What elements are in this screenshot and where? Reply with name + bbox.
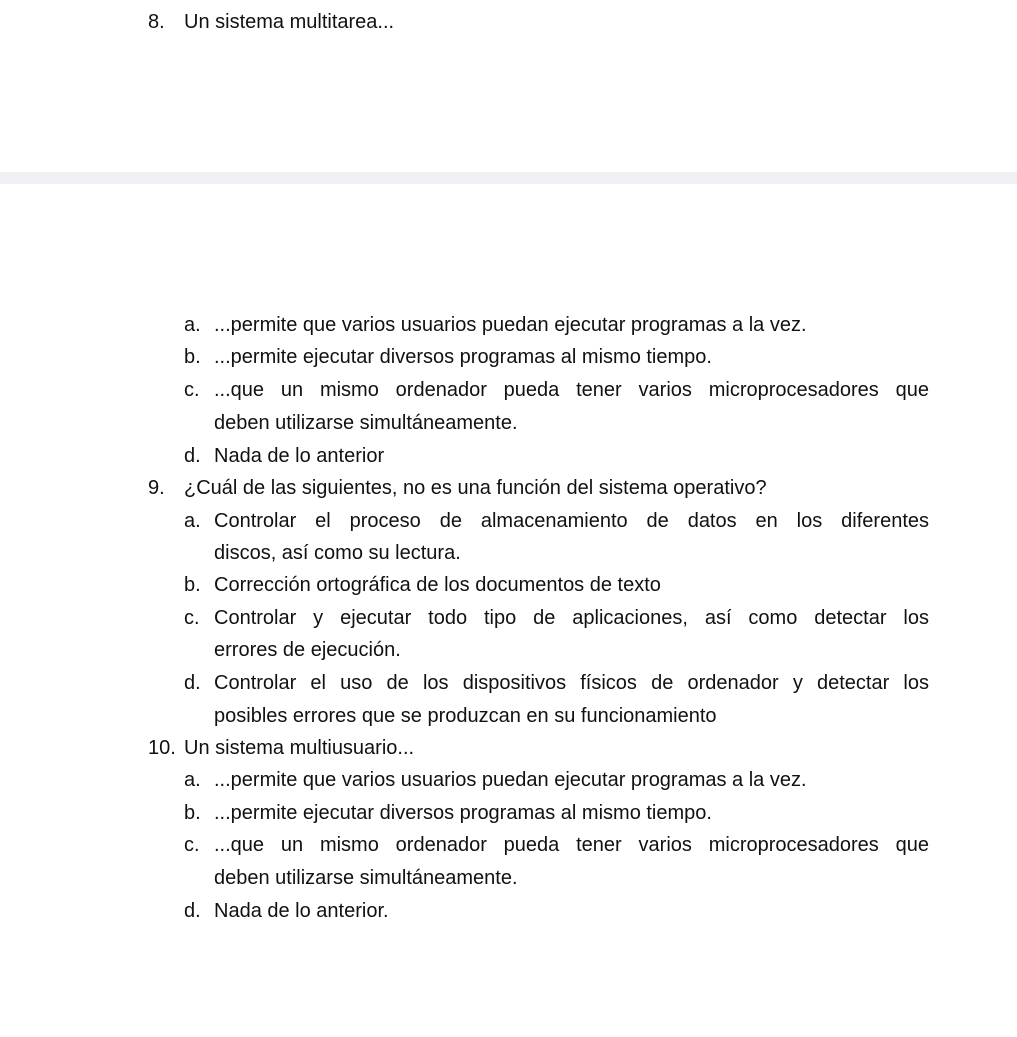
option-text: Controlar y ejecutar todo tipo de aplicaciones, así como detectar los	[214, 607, 929, 629]
option-text-continued: deben utilizarse simultáneamente.	[214, 867, 518, 889]
option-letter: d.	[184, 900, 201, 922]
option-letter: a.	[184, 510, 201, 532]
option-text: Controlar el uso de los dispositivos físicos de ordenador y detectar los	[214, 672, 929, 694]
question-number: 8.	[148, 11, 165, 33]
option-letter: b.	[184, 802, 201, 824]
option-text: Nada de lo anterior	[214, 445, 385, 467]
option-text-continued: discos, así como su lectura.	[214, 542, 461, 564]
option-text: Controlar el proceso de almacenamiento de datos en los diferentes	[214, 510, 929, 532]
option-text: ...permite que varios usuarios puedan ejecutar programas a la vez.	[214, 769, 807, 791]
page-break-divider	[0, 172, 1017, 184]
option-text-continued: deben utilizarse simultáneamente.	[214, 412, 518, 434]
option-letter: c.	[184, 834, 200, 856]
option-text-continued: errores de ejecución.	[214, 639, 401, 661]
option-text: ...que un mismo ordenador pueda tener varios microprocesadores que	[214, 379, 929, 401]
option-text: ...permite ejecutar diversos programas al mismo tiempo.	[214, 802, 712, 824]
option-text: ...que un mismo ordenador pueda tener varios microprocesadores que	[214, 834, 929, 856]
option-text: ...permite que varios usuarios puedan ejecutar programas a la vez.	[214, 314, 807, 336]
option-text-continued: posibles errores que se produzcan en su funcionamiento	[214, 705, 717, 727]
option-letter: b.	[184, 574, 201, 596]
option-text: Corrección ortográfica de los documentos de texto	[214, 574, 661, 596]
option-letter: a.	[184, 769, 201, 791]
question-text: ¿Cuál de las siguientes, no es una función del sistema operativo?	[184, 477, 767, 499]
option-text: Nada de lo anterior.	[214, 900, 389, 922]
option-letter: d.	[184, 672, 201, 694]
option-letter: b.	[184, 346, 201, 368]
option-letter: c.	[184, 379, 200, 401]
option-letter: c.	[184, 607, 200, 629]
option-letter: d.	[184, 445, 201, 467]
question-text: Un sistema multiusuario...	[184, 737, 415, 759]
question-number: 9.	[148, 477, 165, 499]
option-text: ...permite ejecutar diversos programas al mismo tiempo.	[214, 346, 712, 368]
question-number: 10.	[148, 737, 176, 759]
question-text: Un sistema multitarea...	[184, 11, 395, 33]
option-letter: a.	[184, 314, 201, 336]
